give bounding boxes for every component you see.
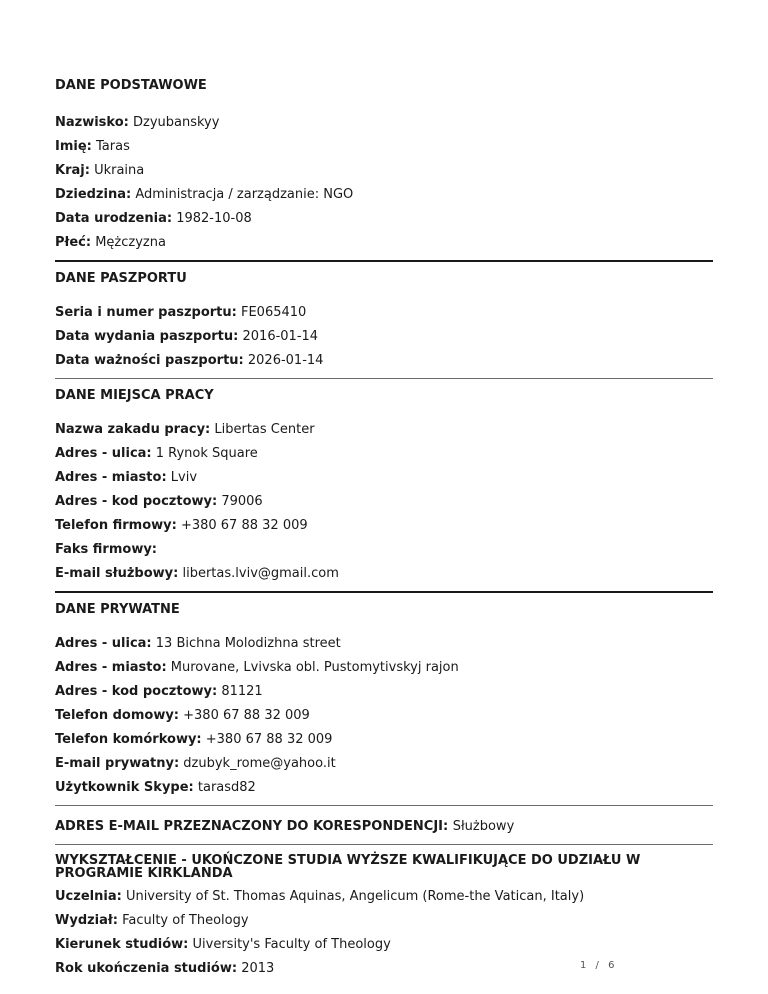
- field-gender: Płeć: Mężczyzna: [55, 235, 166, 250]
- field-birth-date: Data urodzenia: 1982-10-08: [55, 211, 252, 226]
- field-passport-expiry-date: Data ważności paszportu: 2026-01-14: [55, 353, 324, 368]
- field-private-street: Adres - ulica: 13 Bichna Molodizhna street: [55, 636, 341, 651]
- field-work-postal-code: Adres - kod pocztowy: 79006: [55, 494, 263, 509]
- field-employer-name: Nazwa zakadu pracy: Libertas Center: [55, 422, 315, 437]
- section-title-basic: DANE PODSTAWOWE: [55, 78, 207, 93]
- field-work-phone: Telefon firmowy: +380 67 88 32 009: [55, 518, 308, 533]
- document-page: [55, 78, 713, 981]
- field-work-street: Adres - ulica: 1 Rynok Square: [55, 446, 258, 461]
- field-mobile-phone: Telefon komórkowy: +380 67 88 32 009: [55, 732, 333, 747]
- field-field-of-study: Kierunek studiów: Uiversity's Faculty of Theology: [55, 937, 391, 952]
- section-divider: [55, 260, 713, 262]
- field-private-postal-code: Adres - kod pocztowy: 81121: [55, 684, 263, 699]
- section-divider: [55, 378, 713, 379]
- field-university: Uczelnia: University of St. Thomas Aquinas, Angelicum (Rome-the Vatican, Italy): [55, 889, 585, 904]
- field-faculty: Wydział: Faculty of Theology: [55, 913, 249, 928]
- field-work-city: Adres - miasto: Lviv: [55, 470, 198, 485]
- section-divider: [55, 805, 713, 806]
- field-country: Kraj: Ukraina: [55, 163, 145, 178]
- field-surname: Nazwisko: Dzyubanskyy: [55, 115, 220, 130]
- section-title-education: WYKSZTAŁCENIE - UKOŃCZONE STUDIA WYŻSZE KWALIFIKUJĄCE DO UDZIAŁU W PROGRAMIE KIRKLANDA: [55, 853, 641, 881]
- section-divider: [55, 844, 713, 845]
- section-divider: [55, 591, 713, 593]
- field-first-name: Imię: Taras: [55, 139, 130, 154]
- field-skype-user: Użytkownik Skype: tarasd82: [55, 780, 256, 795]
- section-title-private: DANE PRYWATNE: [55, 602, 180, 617]
- field-private-email: E-mail prywatny: dzubyk_rome@yahoo.it: [55, 756, 336, 771]
- field-home-phone: Telefon domowy: +380 67 88 32 009: [55, 708, 310, 723]
- field-work-fax: Faks firmowy:: [55, 542, 158, 557]
- field-work-email: E-mail służbowy: libertas.lviv@gmail.com: [55, 566, 339, 581]
- page-indicator: 1 / 6: [580, 960, 618, 971]
- field-graduation-year: Rok ukończenia studiów: 2013: [55, 961, 275, 976]
- field-domain: Dziedzina: Administracja / zarządzanie: NGO: [55, 187, 354, 202]
- section-correspondence-email: ADRES E-MAIL PRZEZNACZONY DO KORESPONDENCJI: Służbowy: [55, 819, 515, 834]
- field-passport-number: Seria i numer paszportu: FE065410: [55, 305, 307, 320]
- field-passport-issue-date: Data wydania paszportu: 2016-01-14: [55, 329, 319, 344]
- field-private-city: Adres - miasto: Murovane, Lvivska obl. Pustomytivskyj rajon: [55, 660, 459, 675]
- section-title-work: DANE MIEJSCA PRACY: [55, 388, 214, 403]
- section-title-passport: DANE PASZPORTU: [55, 271, 187, 286]
